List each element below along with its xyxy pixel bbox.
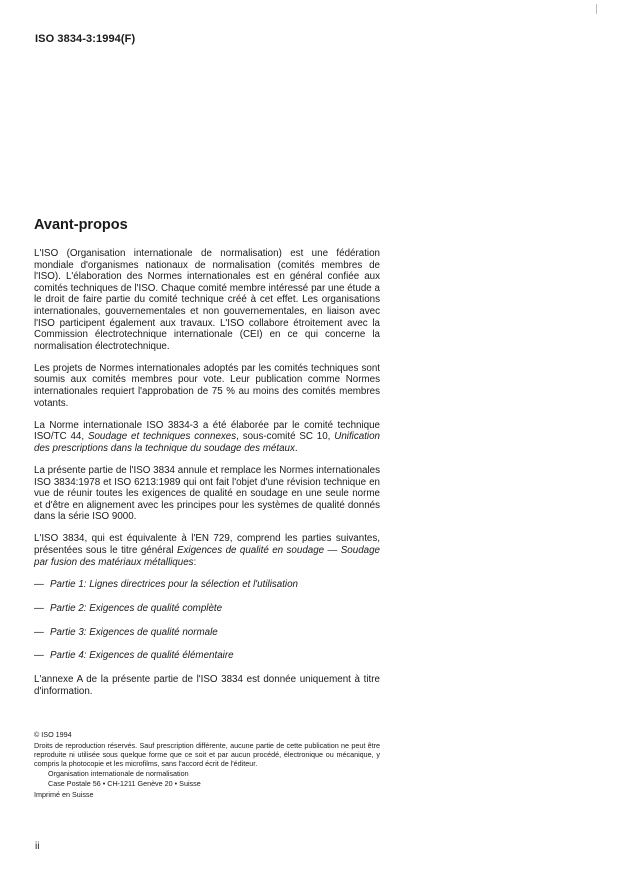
committee-title: Soudage et techniques connexes bbox=[87, 431, 237, 443]
parts-list bbox=[34, 579, 380, 662]
paragraph-voting: Les projets de Normes internationales adoptés par les comités techniques sont soumis aux comités membres pour vote. Leur publication comme Normes internationales requiert l'approbation de 75 % au moins des comités membres votants. bbox=[34, 362, 380, 409]
rights-notice: Droits de reproduction réservés. Sauf prescription différente, aucune partie de cette publication ne peut être reproduite ni utilisée sous quelque forme que ce soit et par aucun procédé, électronique ou mécanique, y compris la photocopie et les microfilms, sans l'accord écrit de l'éditeur. bbox=[34, 740, 380, 768]
paragraph-committee bbox=[34, 420, 380, 455]
committee-text-start: La Norme internationale ISO 3834-3 a été élaborée par le comité technique ISO/TC 44, bbox=[34, 419, 380, 443]
postal-address: Case Postale 56 • CH-1211 Genève 20 • Suisse bbox=[48, 778, 201, 788]
part-title: Partie 4: Exigences de qualité élémentaire bbox=[50, 650, 234, 662]
organisation-name: Organisation internationale de normalisation bbox=[48, 768, 189, 778]
dash-mark: — bbox=[34, 650, 44, 662]
list-item bbox=[34, 627, 380, 639]
committee-text-end: . bbox=[294, 442, 298, 454]
paragraph-parts-intro bbox=[34, 533, 380, 568]
part-title: Partie 3: Exigences de qualité normale bbox=[50, 626, 218, 638]
paragraph-replacement: La présente partie de l'ISO 3834 annule et remplace les Normes internationales ISO 3834:1978 et ISO 6213:1989 qui ont fait l'objet d'une révision technique en vue de réunir toutes les exigences de qualité en soudage en une seule norme et d'être en alignement avec les principes pour les systèmes de qualité donnés dans la série ISO 9000. bbox=[34, 465, 380, 523]
dash-mark: — bbox=[34, 578, 44, 590]
section-title: Avant-propos bbox=[34, 217, 128, 233]
subcommittee-title: Unification des prescriptions dans la technique du soudage des métaux bbox=[34, 431, 380, 454]
part-title: Partie 2: Exigences de qualité complète bbox=[50, 602, 223, 614]
foreword-body bbox=[34, 248, 380, 708]
document-id-header: ISO 3834-3:1994(F) bbox=[35, 33, 136, 45]
committee-text-mid: , sous-comité SC 10, bbox=[236, 431, 335, 443]
printed-in: Imprimé en Suisse bbox=[34, 790, 94, 800]
copyright-line: © ISO 1994 bbox=[34, 730, 72, 739]
parts-intro-end: : bbox=[193, 556, 197, 568]
copyright-block bbox=[34, 731, 380, 800]
list-item bbox=[34, 650, 380, 662]
scan-mark bbox=[596, 4, 597, 14]
list-item bbox=[34, 579, 380, 591]
paragraph-iso-description: L'ISO (Organisation internationale de normalisation) est une fédération mondiale d'organismes nationaux de normalisation (comités membres de l'ISO). L'élaboration des Normes internationales est en général confiée aux comités techniques de l'ISO. Chaque comité membre intéressé par une étude a le droit de faire partie du comité technique créé à cet effet. Les organisations internationales, gouvernementales et non gouvernementales, en liaison avec l'ISO participent également aux travaux. L'ISO collabore étroitement avec la Commission électrotechnique internationale (CEI) en ce qui concerne la normalisation électrotechnique. bbox=[34, 248, 380, 352]
parts-intro-start: L'ISO 3834, qui est équivalente à l'EN 729, comprend les parties suivantes, présentées sous le titre général bbox=[34, 533, 380, 557]
page-number: ii bbox=[35, 841, 40, 852]
dash-mark: — bbox=[34, 626, 44, 638]
part-title: Partie 1: Lignes directrices pour la sélection et l'utilisation bbox=[50, 578, 299, 590]
general-title: Exigences de qualité en soudage — Soudage par fusion des matériaux métalliques bbox=[34, 545, 380, 568]
dash-mark: — bbox=[34, 602, 44, 614]
list-item bbox=[34, 603, 380, 615]
paragraph-annex-note: L'annexe A de la présente partie de l'ISO 3834 est donnée uniquement à titre d'information. bbox=[34, 674, 380, 697]
